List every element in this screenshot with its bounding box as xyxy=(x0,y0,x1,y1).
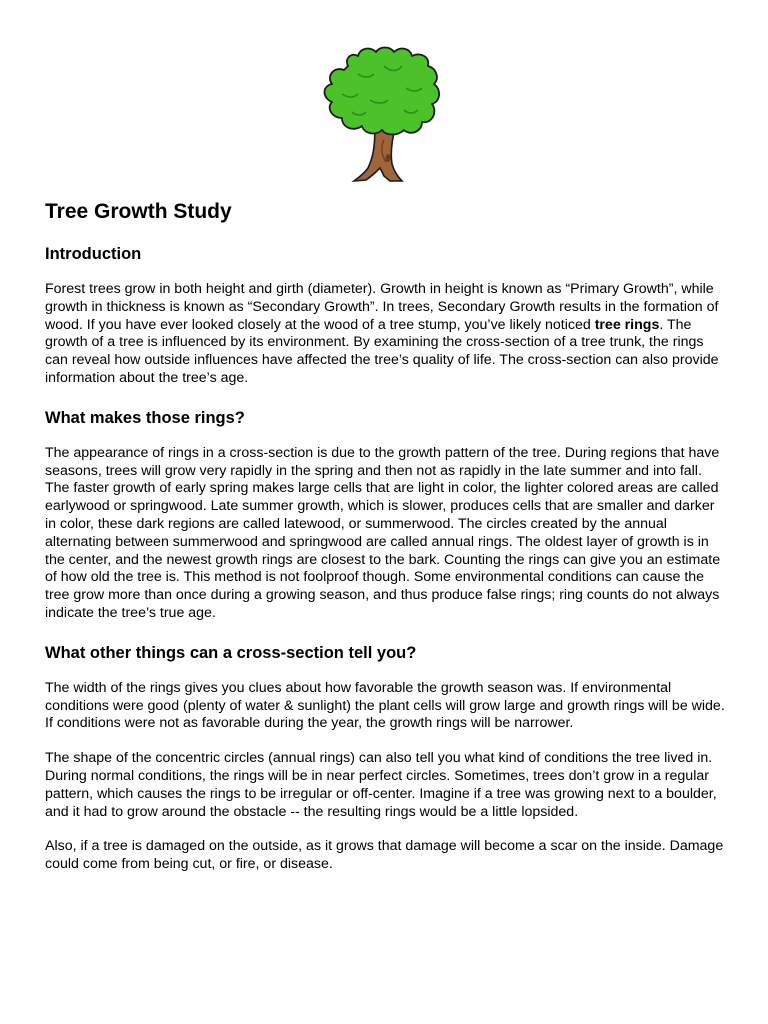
tree-rings-term: tree rings xyxy=(594,316,660,333)
document-body xyxy=(45,198,725,891)
tree-foliage xyxy=(325,48,440,135)
rings-paragraph: The appearance of rings in a cross-section is due to the growth pattern of the tree. During regions that have seasons, trees will grow very rapidly in the spring and then not as rapidly in the late summer and into fall. The faster growth of early spring makes large cells that are light in color, the lighter colored areas are called earlywood or springwood. Late summer growth, which is slower, produces cells that are smaller and darker in color, these dark regions are called latewood, or summerwood. The circles created by the annual alternating between summerwood and springwood are called annual rings. The oldest layer of growth is in the center, and the newest growth rings are closest to the bark. Counting the rings can give you an estimate of how old the tree is. This method is not foolproof though. Some environmental conditions can cause the tree grow more than once during a growing season, and thus produce false rings; ring counts do not always indicate the tree’s true age. xyxy=(45,444,721,621)
cross-section-paragraph: The shape of the concentric circles (annual rings) can also tell you what kind of conditions the tree lived in. During normal conditions, the rings will be in near perfect circles. Sometimes, trees don’t grow in a regular pattern, which causes the rings to be irregular or off-center. Imagine if a tree was growing next to a boulder, and it had to grow around the obstacle -- the resulting rings would be a little lopsided. xyxy=(45,750,717,820)
cross-section-paragraph: The width of the rings gives you clues about how favorable the growth season was. If environmental conditions were good (plenty of water & sunlight) the plant cells will grow large and growth rings will be wide. If conditions were not as favorable during the year, the growth rings will be narrower. xyxy=(45,679,725,732)
introduction-paragraph xyxy=(45,281,725,388)
tree-icon xyxy=(318,44,450,184)
introduction-text-part2: . The growth of a tree is influenced by its environment. By examining the cross-section of a tree trunk, the rings can reveal how outside influences have affected the tree’s quality of life. The cross-section can also provide information about the tree’s age. xyxy=(45,316,719,386)
page-title: Tree Growth Study xyxy=(45,200,232,223)
section-heading-rings: What makes those rings? xyxy=(45,408,245,427)
section-heading-introduction: Introduction xyxy=(45,245,142,263)
section-heading-cross-section: What other things can a cross-section tell you? xyxy=(45,643,417,662)
introduction-text-part1: Forest trees grow in both height and girth (diameter). Growth in height is known as “Primary Growth”, while growth in thickness is known as “Secondary Growth”. In trees, Secondary Growth results in the formation of wood. If you have ever looked closely at the wood of a tree stump, you’ve likely noticed xyxy=(45,281,719,333)
cross-section-paragraph: Also, if a tree is damaged on the outside, as it grows that damage will become a scar on the inside. Damage could come from being cut, or fire, or disease. xyxy=(45,838,724,873)
